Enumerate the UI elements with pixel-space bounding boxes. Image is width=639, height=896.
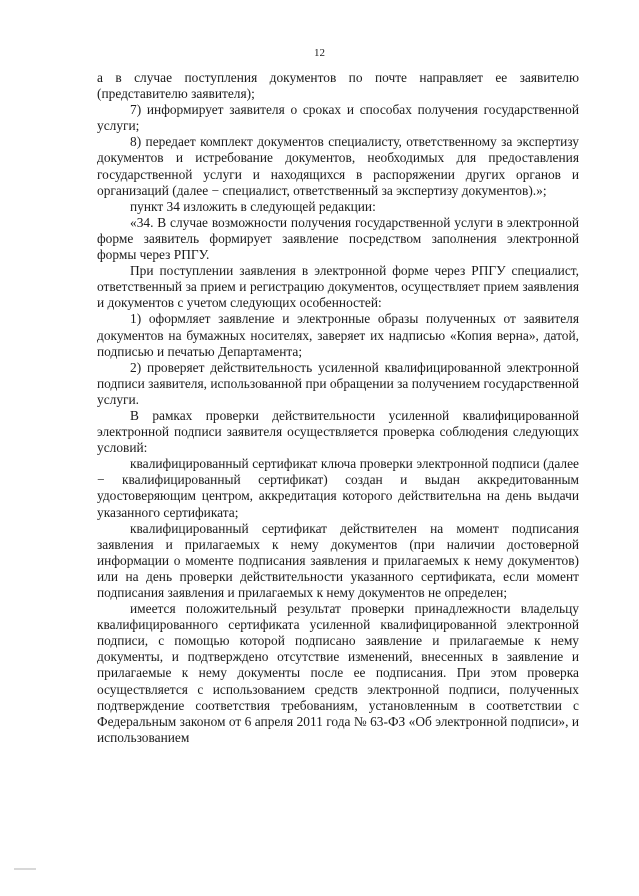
paragraph-condition-certificate-issued: квалифицированный сертификат ключа проверки электронной подписи (далее − квалифицированный сертификат) создан и выдан аккредитованным удостоверяющим центром, аккредитация которого действительна на день выдачи указанного сертификата; (97, 456, 579, 520)
paragraph-continuation: а в случае поступления документов по почте направляет ее заявителю (представителю заявителя); (97, 70, 579, 102)
paragraph-item-7: 7) информирует заявителя о сроках и способах получения государственной услуги; (97, 102, 579, 134)
page-number: 12 (314, 47, 325, 59)
paragraph-condition-signature-check: имеется положительный результат проверки принадлежности владельцу квалифицированного сертификата усиленной квалифицированной электронной подписи, с помощью которой подписано заявление и прилагаемые к нему документы, и подтверждено отсутствие изменений, внесенных в заявление и прилагаемые к нему документы после ее подписания. При этом проверка осуществляется с использованием средств электронной подписи, полученных подтверждение соответствия требованиям, установленным в соответствии с Федеральным законом от 6 апреля 2011 года № 63-ФЗ «Об электронной подписи», и использованием (97, 601, 579, 745)
scan-artifact (14, 868, 36, 870)
paragraph-list-item-1: 1) оформляет заявление и электронные образы полученных от заявителя документов на бумажных носителях, заверяет их надписью «Копия верна», датой, подписью и печатью Департамента; (97, 311, 579, 359)
document-body (97, 70, 579, 746)
paragraph-clause-34: «34. В случае возможности получения государственной услуги в электронной форме заявитель формирует заявление посредством заполнения электронной формы через РПГУ. (97, 214, 579, 263)
paragraph-amendment-intro: пункт 34 изложить в следующей редакции: (130, 198, 376, 214)
paragraph-condition-certificate-valid: квалифицированный сертификат действителен на момент подписания заявления и прилагаемых к нему документов (при наличии достоверной информации о моменте подписания заявления и прилагаемых к нему документов) или на день проверки действительности указанного сертификата, если момент подписания заявления и прилагаемых к нему документов не определен; (97, 520, 579, 600)
paragraph-verification-conditions: В рамках проверки действительности усиленной квалифицированной электронной подписи заявителя осуществляется проверка соблюдения следующих условий: (97, 407, 579, 456)
paragraph-item-8: 8) передает комплект документов специалисту, ответственному за экспертизу документов и истребование документов, необходимых для предоставления государственной услуги и находящихся в распоряжении других органов и организаций (далее − специалист, ответственный за экспертизу документов).»; (97, 134, 579, 198)
paragraph-list-item-2: 2) проверяет действительность усиленной квалифицированной электронной подписи заявителя, использованной при обращении за получением государственной услуги. (97, 359, 579, 407)
paragraph-rpgu-receipt: При поступлении заявления в электронной форме через РПГУ специалист, ответственный за прием и регистрацию документов, осуществляет прием заявления и документов с учетом следующих особенностей: (97, 263, 579, 311)
